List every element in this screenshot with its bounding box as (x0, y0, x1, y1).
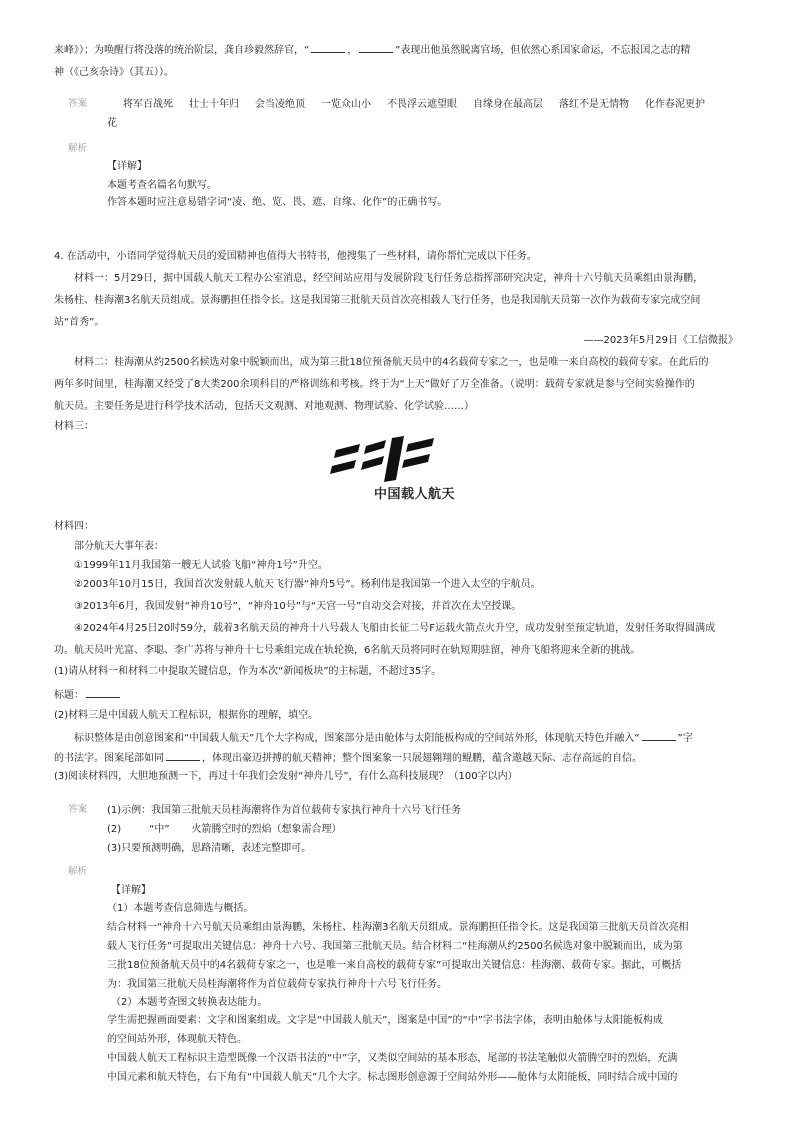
fill-blank (642, 730, 676, 741)
text: ”表现出他虽然脱离官场，但依然心系国家命运，不忘报国之志的精 (395, 45, 691, 56)
answer-line: (1)示例：我国第三批航天员桂海潮将作为首位载荷专家执行神舟十六号飞行任务 (107, 805, 462, 816)
timeline-event: 功。航天员叶光富、李聪、李广苏将与神舟十七号乘组完成在轨轮换，6名航天员将同时在轨短期驻留，神舟飞船将迎来全新的挑战。 (54, 645, 641, 656)
detail-tag: 【详解】 (111, 885, 151, 896)
analysis-line: 结合材料一“神舟十六号航天员乘组由景海鹏，朱杨柱、桂海潮3名航天员组成。景海鹏担任指令长。这是我国第三批航天员首次亮相 (107, 922, 689, 933)
analysis-line: 三批18位预备航天员中的4名载荷专家之一，也是唯一来自高校的载荷专家”可提取出关键信息：桂海潮、载荷专家。据此，可概括 (107, 960, 682, 971)
text: (2) (107, 824, 122, 835)
sub-question-2: (2)材料三是中国载人航天工程标识，根据你的理解，填空。 (54, 710, 319, 721)
answer-item: 不畏浮云遮望眼 (387, 99, 457, 110)
answer-item: 会当凌绝顶 (255, 99, 305, 110)
analysis-line: 本题考查名篇名句默写。 (107, 180, 217, 191)
material-2-line: 航天员。主要任务是进行科学技术活动，包括天文观测、对地观测、物理试验、化学试验……） (54, 401, 474, 412)
text: 的书法字。图案尾部如同 (54, 753, 164, 764)
material-1-line: 站“首秀”。 (54, 317, 105, 328)
top-line-1 (54, 42, 690, 58)
analysis-line: 学生需把握画面要素：文字和图案组成。文字是“中国载人航天”，图案是中国”的“中”字书法字体，表明由舱体与太阳能板构成 (107, 1015, 663, 1026)
text: 火箭腾空时的烈焰（想象需合理） (191, 824, 342, 835)
answer-item: 自缘身在最高层 (473, 99, 543, 110)
analysis-line: 中国载人航天工程标识主造型既像一个汉语书法的“中”字，又类似空间站的基本形态，尾部的书法笔触似火箭腾空时的烈焰，充满 (107, 1053, 678, 1064)
answer-label: 答案 (68, 804, 88, 815)
answer-wrap: 花 (107, 118, 117, 129)
title-label: 标题： (54, 690, 84, 701)
fill-blank (311, 42, 345, 53)
sub-question-3: (3)阅读材料四，大胆地预测一下，再过十年我们会发射“神舟几号”，有什么高科技展现？（100字以内） (54, 771, 518, 782)
analysis-line: （2）本题考查图文转换表达能力。 (111, 997, 268, 1008)
analysis-label: 解析 (68, 866, 88, 877)
timeline-event: ④2024年4月25日20时59分，载着3名航天员的神舟十八号载人飞船由长征二号F运载火箭点火升空，成功发射至预定轨道，发射任务取得圆满成 (74, 623, 716, 634)
analysis-line: 的空间站外形，体现航天特色。 (107, 1034, 247, 1045)
sub-question-2-line (74, 730, 693, 746)
text: 来峰》）；为唤醒行将没落的统治阶层，龚自珍毅然辞官，“ (54, 45, 310, 56)
material-2-line: 材料二：桂海潮从约2500名候选对象中脱颖而出，成为第三批18位预备航天员中的4名载荷专家之一，也是唯一来自高校的载荷专家。在此后的 (74, 357, 709, 368)
logo-text: 中国载人航天 (374, 487, 456, 502)
fill-blank (359, 42, 393, 53)
answer-items (123, 98, 721, 112)
material-3-label: 材料三： (54, 421, 94, 432)
timeline-event: ②2003年10月15日，我国首次发射载人航天飞行器“神舟5号”。杨利伟是我国第一个进入太空的宇航员。 (74, 579, 541, 590)
material-2-line: 两年多时间里，桂海潮又经受了8大类200余项科目的严格训练和考核。终于为“上天”做好了万全准备。（说明：载荷专家就是参与空间实验操作的 (54, 379, 695, 390)
answer-item: 壮士十年归 (189, 99, 239, 110)
timeline-event: ①1999年11月我国第一艘无人试验飞船“神舟1号”升空。 (74, 560, 328, 571)
material-1-line: 朱杨柱、桂海潮3名航天员组成。景海鹏担任指令长。这是我国第三批航天员首次亮相载人飞行任务，也是我国航天员第一次作为载荷专家完成空间 (54, 295, 701, 306)
text: ，体现出豪迈拼搏的航天精神；整个图案象一只展翅翱翔的鲲鹏，蕴含遨越天际、志存高远的自信。 (202, 753, 642, 764)
fill-blank (166, 750, 200, 761)
analysis-line: 载人飞行任务”可提取出关键信息：神舟十六号、我国第三批航天员。结合材料二“桂海潮从约2500名候选对象中脱颖而出，成为第 (107, 941, 683, 952)
answer-item: 一览众山小 (321, 99, 371, 110)
answer-line: (3)只要预测明确，思路清晰，表述完整即可。 (107, 843, 312, 854)
answer-item: 将军百战死 (123, 99, 173, 110)
answer-line (107, 823, 342, 837)
material-4-label: 材料四： (54, 521, 94, 532)
material-1-source: ——2023年5月29日《工信微报》 (583, 335, 738, 346)
analysis-label: 解析 (68, 143, 88, 154)
china-manned-space-logo (330, 436, 464, 506)
text: “中” (149, 824, 170, 835)
answer-label: 答案 (68, 98, 88, 109)
title-field (54, 687, 122, 703)
analysis-line: 为：我国第三批航天员桂海潮将作为首位载荷专家执行神舟十六号飞行任务。 (107, 979, 447, 990)
text: 标识整体是由创意图案和“中国载人航天”几个大字构成，图案部分是由舱体与太阳能板构成的空间站外形，体现航天特色并融入“ (74, 733, 640, 744)
analysis-line: 作答本题时应注意易错字词“凌、绝、览、畏、遮、自缘、化作”的正确书写。 (107, 197, 448, 208)
answer-item: 化作春泥更护 (645, 99, 705, 110)
analysis-line: （1）本题考查信息筛选与概括。 (107, 903, 254, 914)
sub-question-1: (1)请从材料一和材料二中提取关键信息，作为本次“新闻板块”的主标题，不超过35字。 (54, 666, 442, 677)
timeline-event: ③2013年6月，我国发射“神舟10号”，“神舟10号”与“天宫一号”自动交会对接，并首次在太空授课。 (74, 601, 522, 612)
material-1-line: 材料一：5月29日，据中国载人航天工程办公室消息，经空间站应用与发展阶段飞行任务总指挥部研究决定，神舟十六号航天员乘组由景海鹏， (74, 273, 704, 284)
question-stem: 4. 在活动中，小语同学觉得航天员的爱国精神也值得大书特书，他搜集了一些材料，请你帮忙完成以下任务。 (54, 251, 537, 262)
fill-blank (86, 687, 120, 698)
sub-question-2-line (54, 750, 642, 766)
top-line-2: 神（《己亥杂诗》（其五））。 (54, 67, 174, 78)
answer-item: 落红不是无情物 (559, 99, 629, 110)
text: ， (347, 45, 358, 56)
detail-tag: 【详解】 (107, 161, 147, 172)
timeline-heading: 部分航天大事年表： (74, 541, 164, 552)
analysis-line: 中国元素和航天特色，右下角有“中国载人航天”几个大字。标志图形创意源于空间站外形——舱体与太阳能板，同时结合成中国的 (107, 1072, 678, 1083)
text: ”字 (677, 733, 693, 744)
